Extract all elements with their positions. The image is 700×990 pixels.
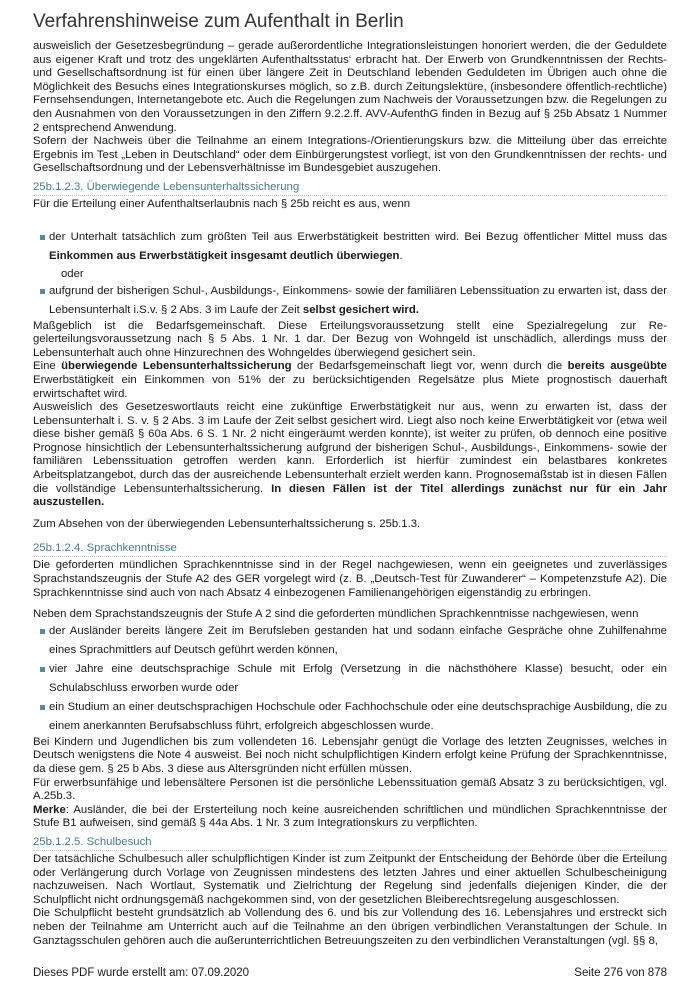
sprach-list — [33, 622, 667, 736]
square-bullet-icon — [40, 629, 45, 634]
document-page — [33, 10, 667, 948]
list-item — [33, 282, 667, 320]
lebensunterhalt-lead: Für die Erteilung einer Aufenthaltserlaubnis nach § 25b reicht es aus, wenn — [33, 197, 411, 210]
spacer — [33, 510, 667, 518]
creation-date: Dieses PDF wurde erstellt am: 07.09.2020 — [33, 967, 250, 979]
ausweislich-paragraph — [33, 401, 667, 510]
intro-paragraph-2: Sofern der Nachweis über die Teilnahme an einem Integrations-/Orientierungskurs bzw. die Mitteilung über das erreichte Ergebnis im Test „Leben in Deutschland“ oder dem Einbürgerungstest vorliegt, ist von den Grundkenntnissen der rechts- und Gesellschaftsordnung und der Lebensverhältnisse im Bundesgebiet auszugehen. — [33, 135, 667, 175]
page-title: Verfahrenshinweise zum Aufenthalt in Berlin — [33, 11, 404, 32]
massgeblich-paragraph: Maßgeblich ist die Bedarfsgemeinschaft. Diese Erteilungsvoraussetzung stellt eine Spezialregelung zur Re-gelerteilungsvoraussetzung nach § 5 Abs. 1 Nr. 1 dar. Der Bezug von Wohngeld ist unschädlich, allerdings muss der Lebensunterhalt auch ohne Hinzurechnen des Wohngeldes überwiegend gesichert sein. — [33, 319, 667, 359]
lebensunterhalt-list — [33, 228, 667, 266]
list-item-text: der Unterhalt tatsächlich zum größten Teil aus Erwerbstätigkeit bestritten wird. Bei Bezug öffentlicher Mittel muss das — [49, 230, 667, 243]
list-item-text: vier Jahre eine deutschsprachige Schule mit Erfolg (Versetzung in die nächsthöhere Klasse) besucht, oder ein Schulabschluss erworben wurde oder — [49, 662, 667, 694]
list-item-bold: Einkommen aus Erwerbstätigkeit insgesamt deutlich überwiegen — [49, 249, 400, 262]
list-item — [33, 660, 667, 698]
sprach-paragraph-3: Bei Kindern und Jugendlichen bis zum vollendeten 16. Lebensjahr genügt die Vorlage des letzten Zeugnisses, welches in Deutsch wenigstens die Note 4 ausweist. Bei noch nicht schulpflichtigen Kindern erfolgt keine Prüfung der Sprachkenntnisse, da diese gem. § 25 b Abs. 3 diese aus Altersgründen nicht erfüllen müssen. — [33, 735, 667, 775]
text-run: Eine — [33, 360, 62, 373]
spacer — [33, 600, 667, 608]
bold-run: In diesen Fällen ist der Titel allerdings zunächst nur für ein Jahr auszustellen. — [33, 482, 668, 509]
schul-paragraph-2: Die Schulpflicht besteht grundsätzlich ab Vollendung des 6. und bis zur Vollendung des 16. Lebensjahres und erstreckt sich neben der Teilnahme am Unterricht auch auf die Teilnahme an den übrigen verbindlichen Veranstaltungen der Schule. In Ganztagsschulen gehören auch die außerunterrichtlichen Betreuungszeiten zu den verbindlichen Veranstaltungen (vgl. §§ 8, — [33, 907, 667, 947]
list-item-end: . — [399, 249, 403, 262]
text-run: : Ausländer, die bei der Ersterteilung noch keine ausreichenden schriftlichen und mündlichen Sprachkenntnisse der Stufe B1 aufweisen, sind gemäß § 44a Abs. 1 Nr. 3 zum Integrationskurs zu verpflichten. — [33, 803, 667, 830]
absehen-paragraph: Zum Absehen von der überwiegenden Lebensunterhaltssicherung s. 25b.1.3. — [33, 517, 421, 530]
sprach-paragraph-1: Die geforderten mündlichen Sprachkenntnisse sind in der Regel nachgewiesen, wenn ein geeignetes und zuverlässiges Sprachstandszeugnis der Stufe A2 des GER vorgelegt wird (z. B. „Deutsch-Test für Zuwanderer“ – Kompetenzstufe A2). Die Sprachkenntnisse sind auch von nach Absatz 4 einbezogenen Familienangehörigen eigenständig zu erbringen. — [33, 559, 667, 599]
text-run: Ausweislich des Gesetzeswortlauts reicht eine zukünftige Erwerbstätigkeit nur aus, wenn zu erwarten ist, dass der Lebensunterhalt i. S. v. § 2 Abs. 3 im Laufe der Zeit selbst gesichert wird. Liegt also noch keine Erwerbtätigkeit vor (etwa weil diese bisher gemäß § 60a Abs. 6 S. 1 Nr. 2 nicht eingeräumt werden konnte), ist weiter zu prüfen, ob dennoch eine positive Prognose hinsichtlich der Lebensunterhaltssicherung aufgrund der bisherigen Schul-, Ausbildungs-, Einkommens- sowie der familiären Lebenssituation getroffen werden kann. Erforderlich ist hierfür zumindest ein belastbares konkretes Arbeitsplatzangebot, durch das der ausreichende Lebensunterhalt erzielt werden kann. Prognosemaßstab ist in diesen Fällen die vollständige Lebensunterhaltssicherung. — [33, 401, 667, 495]
list-item — [33, 622, 667, 660]
sprach-paragraph-4: Für erwerbsunfähige und lebensältere Personen ist die persönliche Lebenssituation gemäß Absatz 3 zu berücksichtigen, vgl. A.25b.3. — [33, 776, 667, 803]
bold-run: Merke — [33, 803, 66, 816]
oder-text: oder — [61, 267, 84, 280]
eine-paragraph — [33, 360, 667, 401]
list-item-bold: selbst gesichert wird. — [302, 303, 419, 316]
text-run: Erwerbstätigkeit ein Einkommen von 51% der zu berücksichtigenden Regelsätze plus Miete prognostisch dauerhaft erwirtschaftet wird. — [33, 373, 667, 400]
list-item-text: aufgrund der bisherigen Schul-, Ausbildungs-, Einkommens- sowie der familiären Lebenssituation zu erwarten ist, dass der Lebensunterhalt i.S.v. § 2 Abs. 3 im Laufe der Zeit — [49, 284, 667, 316]
square-bullet-icon — [40, 667, 45, 672]
bold-run: überwiegende Lebensunterhaltssicherung — [61, 360, 292, 373]
square-bullet-icon — [40, 235, 45, 240]
spacer — [33, 212, 667, 228]
section-heading-schulbesuch: 25b.1.2.5. Schulbesuch — [33, 835, 667, 851]
list-item-text: der Ausländer bereits längere Zeit im Berufsleben gestanden hat und sodann einfache Gespräche ohne Zuhilfenahme eines Sprachmittlers auf Deutsch geführt werden können, — [49, 624, 667, 656]
merke-paragraph — [33, 804, 667, 831]
list-item — [33, 228, 667, 266]
bold-run: bereits ausgeübte — [567, 360, 667, 373]
text-run: der Bedarfsgemeinschaft liegt vor, wenn durch die — [291, 360, 568, 373]
section-heading-lebensunterhalt: 25b.1.2.3. Überwiegende Lebensunterhaltssicherung — [33, 180, 667, 196]
list-item — [33, 698, 667, 736]
schul-paragraph-1: Der tatsächliche Schulbesuch aller schulpflichtigen Kinder ist zum Zeitpunkt der Entscheidung der Behörde über die Erteilung oder Verlängerung durch Vorlage von Zeugnissen mindestens des letzten Jahres und einer aktuellen Schulbescheinigung nachzuweisen. Nach Wortlaut, Systematik und Zielrichtung der Regelung sind jedenfalls diejenigen Kinder, die der Schulpflicht nicht ordnungsgemäß nachgekommen sind, von der gesetzlichen Bleiberechtsregelung ausgeschlossen. — [33, 852, 667, 906]
lebensunterhalt-list-2 — [33, 282, 667, 320]
square-bullet-icon — [40, 289, 45, 294]
list-item-text: ein Studium an einer deutschsprachigen Hochschule oder Fachhochschule oder eine deutschsprachige Ausbildung, die zu einem anerkannten Berufsabschluss führt, erfolgreich abgeschlossen wurde. — [49, 700, 667, 732]
page-number: Seite 276 von 878 — [574, 967, 667, 979]
section-heading-sprachkenntnisse: 25b.1.2.4. Sprachkenntnisse — [33, 541, 667, 557]
intro-paragraph-1: ausweislich der Gesetzesbegründung – gerade außerordentliche Integrationsleistungen honoriert werden, die der Geduldete aus eigener Kraft und trotz des ungeklärten Aufenthaltsstatus‘ erbracht hat. Der Erwerb von Grundkenntnissen der Rechts- und Gesellschaftsordnung ist für einen über längere Zeit in Deutschland lebenden Geduldeten im Übrigen auch ohne die Möglichkeit des Besuchs eines Integrationskurses möglich, so z.B. durch Zeitungslektüre, (insbesondere öffentlich-rechtliche) Fernsehsendungen, Internetangebote etc. Auch die Regelungen zum Nachweis der Voraussetzungen bzw. die Regelungen zu den Ausnahmen von den Voraussetzungen in den Ziffern 9.2.2.ff. AVV-AufenthG finden in Bezug auf § 25b Absatz 1 Nummer 2 entsprechend Anwendung. — [33, 40, 667, 134]
square-bullet-icon — [40, 705, 45, 710]
sprach-paragraph-2: Neben dem Sprachstandszeugnis der Stufe A 2 sind die geforderten mündlichen Sprachkenntnisse nachgewiesen, wenn — [33, 608, 639, 621]
